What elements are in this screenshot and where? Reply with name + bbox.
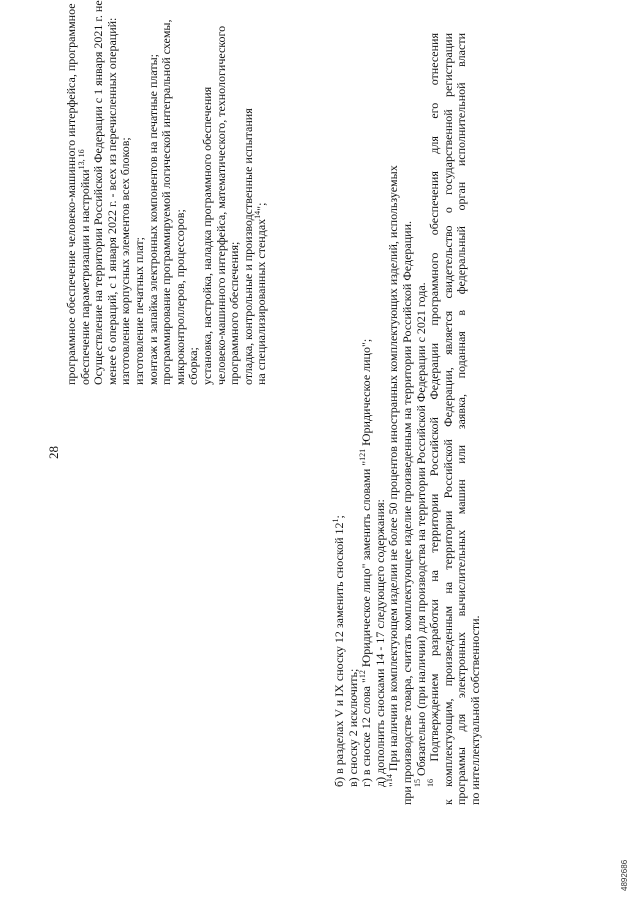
- req-line: отладка, контрольные и производственные испытания: [240, 108, 255, 385]
- amendment-item-b: б) в разделах V и IX сноску 12 заменить сноской $12^1$;: [331, 515, 346, 787]
- page-number: 28: [46, 446, 61, 459]
- req-line: микроконтроллеров, процессоров;: [172, 209, 187, 385]
- req-line: изготовление корпусных элементов всех блоков;: [118, 137, 133, 385]
- document-id: 4892686: [620, 859, 629, 891]
- req-line: сборка;: [186, 347, 201, 385]
- req-line: человеко-машинного интерфейса, математического, технологического: [213, 25, 228, 385]
- footnote-16-line-3: программы для электронных вычислительных машин или заявка, поданная в федеральный орган исполнительной власти: [454, 33, 469, 805]
- req-line: монтаж и запайка электронных компонентов на печатные платы;: [145, 53, 160, 385]
- amendment-item-g: г) в сноске 12 слова "$^{12}$ Юридическое лицо" заменить словами "$^{121}$ Юридическое лицо";: [358, 338, 374, 787]
- req-line: программного обеспечения;: [227, 241, 242, 385]
- footnote-16-line-4: по интеллектуальной собственности.: [467, 615, 482, 805]
- req-line: установка, настройка, наладка программного обеспечения: [199, 86, 214, 385]
- requirements-column: [64, 0, 269, 385]
- req-line: изготовление печатных плат;: [131, 237, 146, 385]
- footnote-16-line-2: к комплектующим, произведенным на территории Российской Федерации, является свидетельство о государственной регистрации: [440, 33, 455, 805]
- footnote-ref: 13, 16: [76, 149, 86, 170]
- footnote-14-line-1: "$^{14}$ При наличии в комплектующем изделии не более 50 процентов иностранных комплектующих изделий, используемых: [385, 165, 401, 787]
- req-line: на специализированных стендах$^{14}$";: [253, 202, 269, 385]
- footnote-15: $^{15}$ Обязательно (при наличии) для производства на территории Российской Федерации с 2021 года.: [412, 282, 428, 787]
- req-line: менее 6 операций, с 1 января 2022 г. - всех из перечисленных операций:: [104, 17, 119, 385]
- req-line: обеспечение параметризации и настройки$^{13, 16}$: [76, 149, 92, 385]
- amendment-item-d: д) дополнить сносками 14 - 17 следующего содержания:: [372, 499, 387, 787]
- footnote-ref: 14: [253, 210, 263, 219]
- req-line: программирование программируемой логической интегральной схемы,: [159, 19, 174, 385]
- amendments-block: [333, 33, 483, 805]
- req-line: Осуществление на территории Российской Федерации с 1 января 2021 г. не: [91, 0, 106, 385]
- amendment-item-v: в) сноску 2 исключить;: [345, 668, 360, 787]
- footnote-14-line-2: при производстве товара, считать комплектующее изделие произведенным на территории Российской Федерации.: [399, 221, 414, 805]
- footnote-16-line-1: $^{16}$ Подтверждением разработки на территории Российской Федерации программного обеспечения для его отнесения: [426, 33, 442, 787]
- req-line: программное обеспечение человеко-машинного интерфейса, программное: [64, 3, 78, 385]
